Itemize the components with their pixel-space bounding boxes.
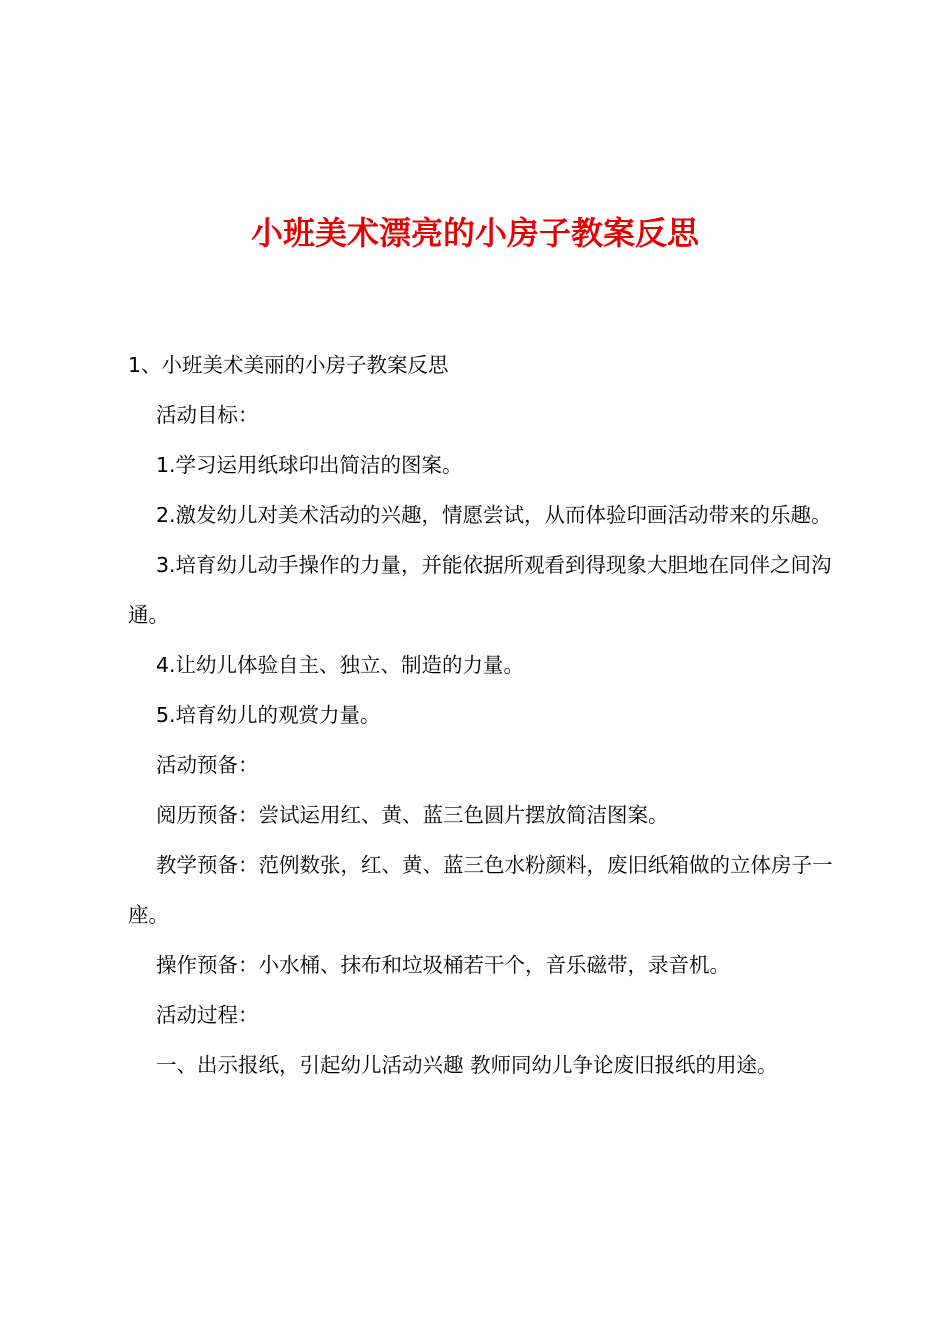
- paragraph: 5.培育幼儿的观赏力量。: [156, 703, 381, 727]
- paragraph: 一、出示报纸，引起幼儿活动兴趣 教师同幼儿争论废旧报纸的用途。: [156, 1053, 778, 1077]
- paragraph: 活动目标：: [156, 403, 259, 427]
- paragraph: 活动预备：: [156, 753, 259, 777]
- paragraph-heading: 1、小班美术美丽的小房子教案反思: [128, 353, 449, 377]
- paragraph: 阅历预备：尝试运用红、黄、蓝三色圆片摆放简洁图案。: [156, 803, 669, 827]
- page-title: 小班美术漂亮的小房子教案反思: [250, 214, 699, 252]
- paragraph: 4.让幼儿体验自主、独立、制造的力量。: [156, 653, 525, 677]
- document-body: [128, 340, 834, 1090]
- paragraph: 2.激发幼儿对美术活动的兴趣，情愿尝试，从而体验印画活动带来的乐趣。: [156, 503, 832, 527]
- paragraph: 3.培育幼儿动手操作的力量，并能依据所观看到得现象大胆地在同伴之间沟通。: [128, 553, 832, 627]
- paragraph: 操作预备：小水桶、抹布和垃圾桶若干个，音乐磁带，录音机。: [156, 953, 730, 977]
- paragraph: 教学预备：范例数张，红、黄、蓝三色水粉颜料，废旧纸箱做的立体房子一座。: [128, 853, 833, 927]
- paragraph: 活动过程：: [156, 1003, 259, 1027]
- paragraph: 1.学习运用纸球印出简洁的图案。: [156, 453, 463, 477]
